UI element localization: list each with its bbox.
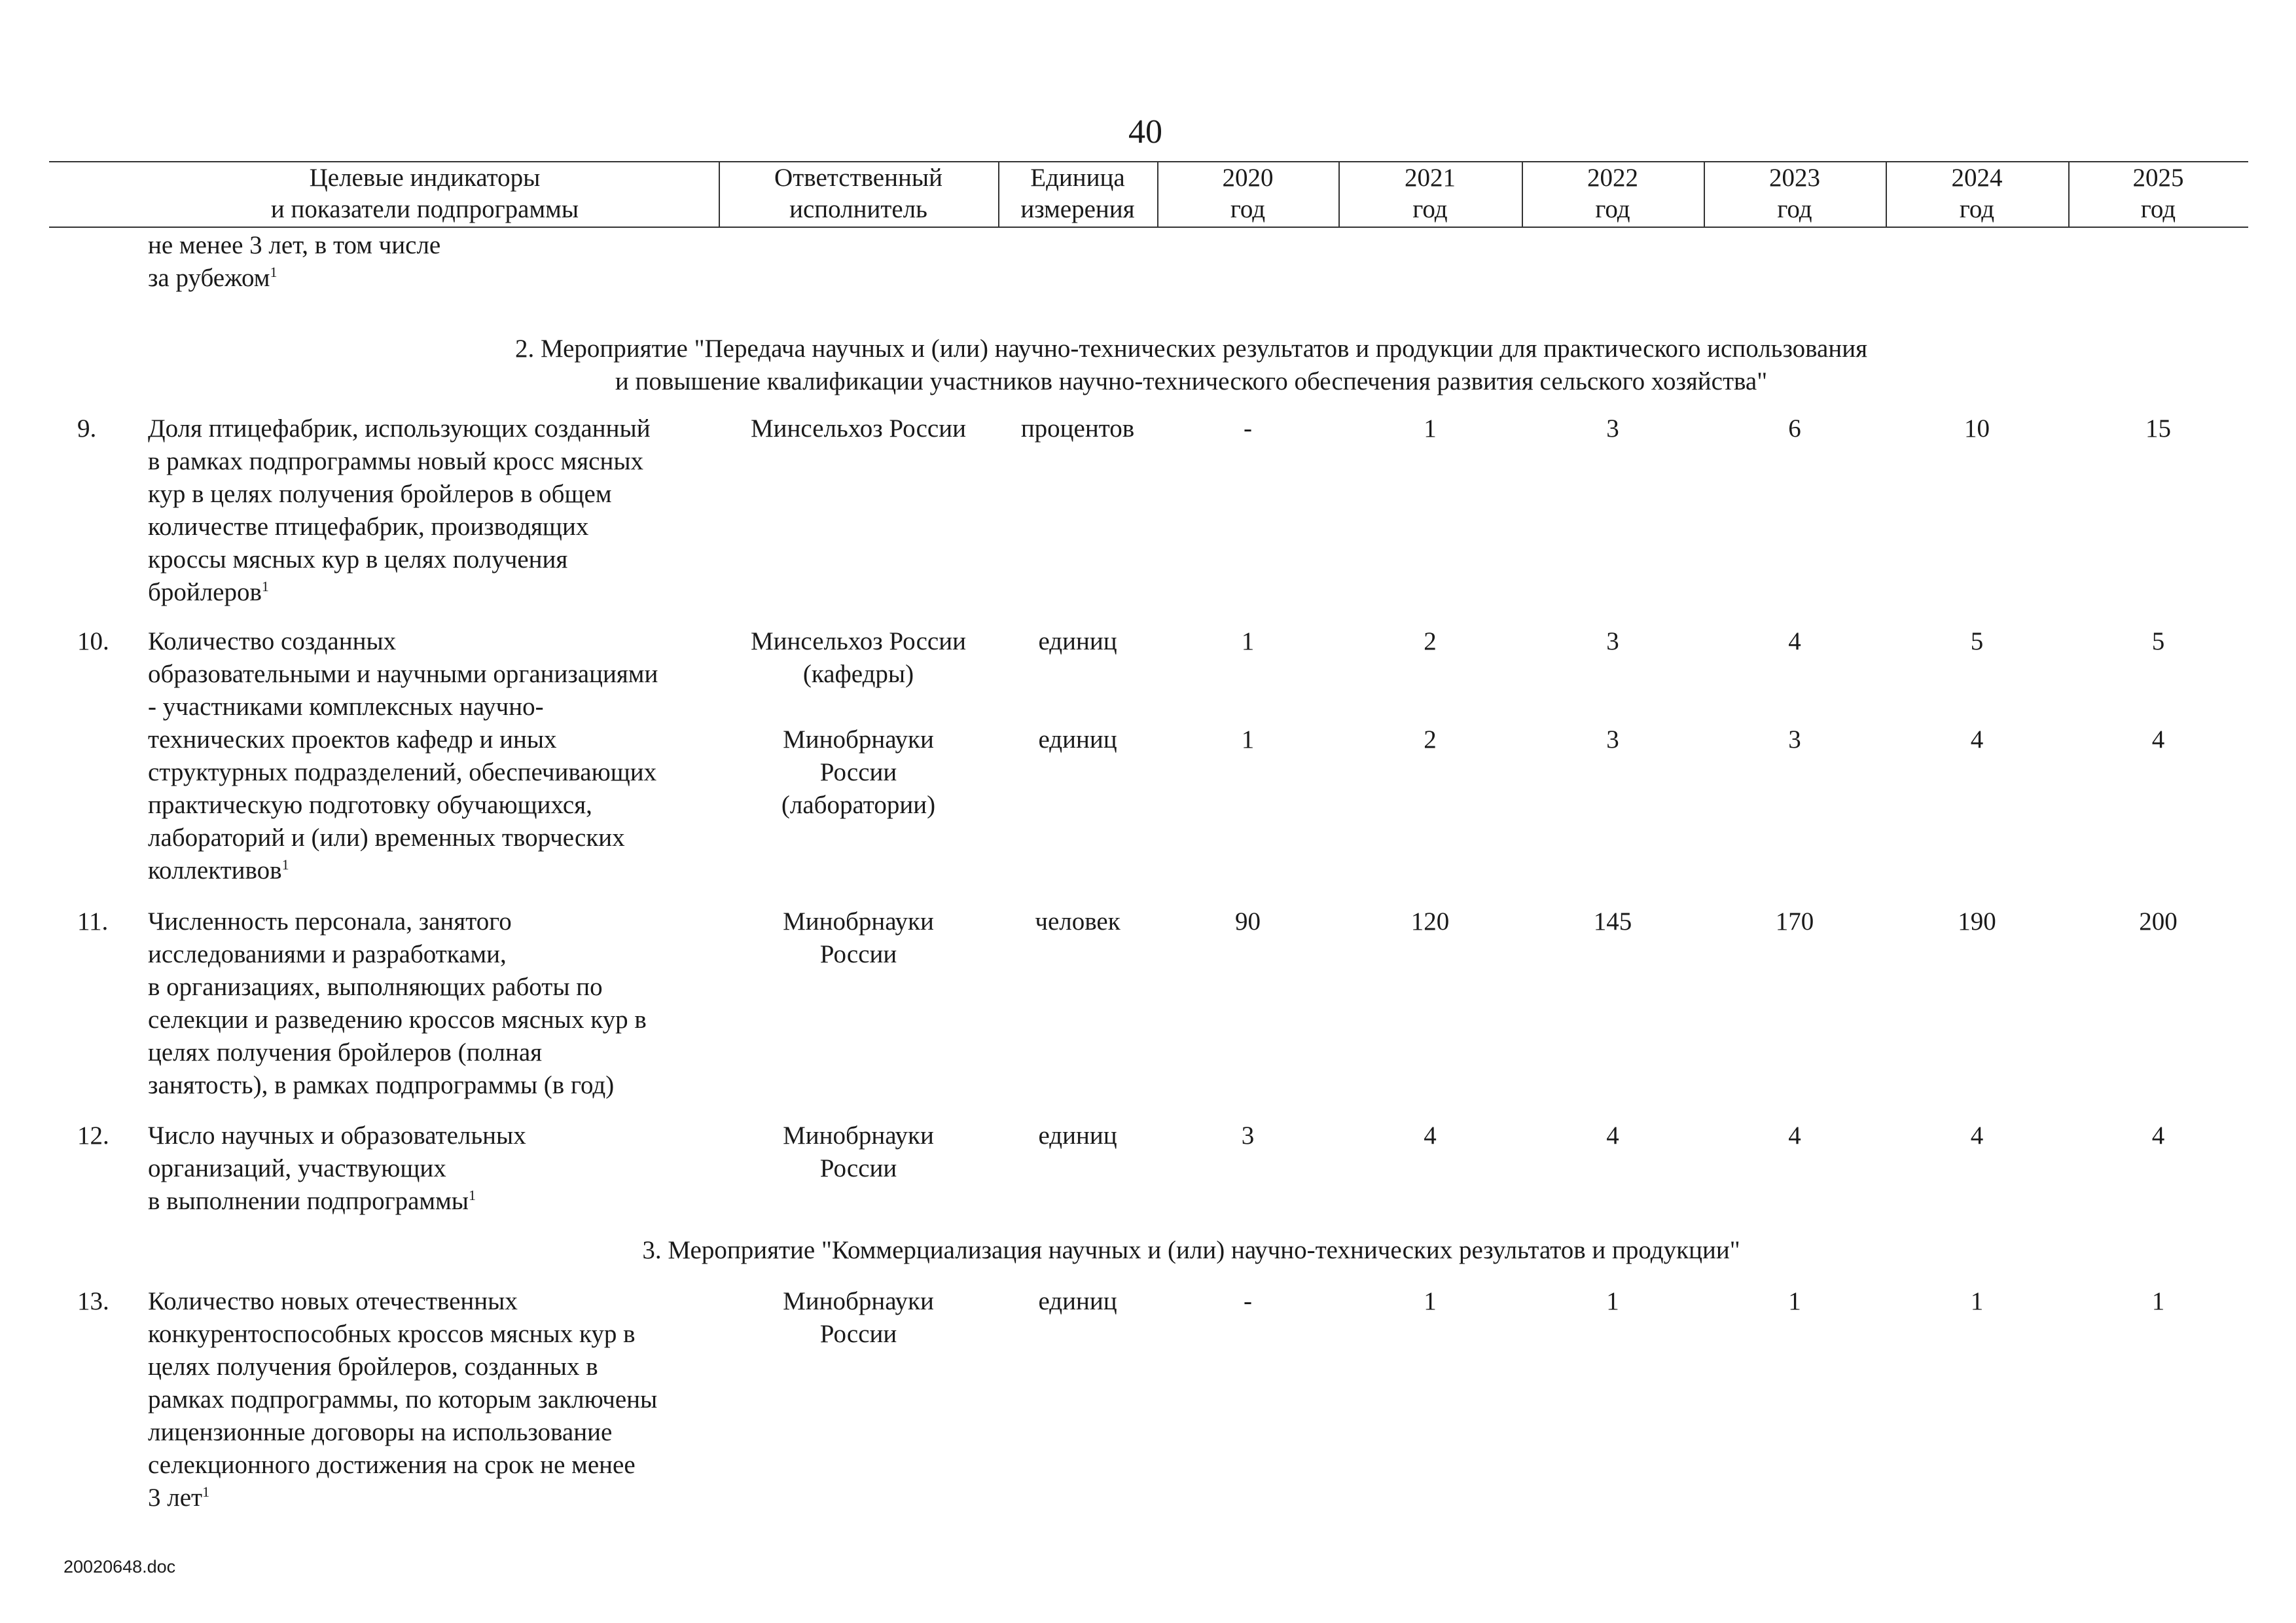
row-number: 10.: [77, 627, 109, 655]
footnote-mark: 1: [270, 264, 278, 280]
value-2022: 3: [1606, 725, 1619, 754]
responsible-cell: Минобрнауки России: [783, 1122, 934, 1182]
header-responsible: Ответственный исполнитель: [774, 164, 942, 223]
value-2024: 5: [1970, 627, 1984, 655]
header-year-2021: 2021 год: [1405, 164, 1456, 223]
unit-cell: единиц: [1038, 627, 1117, 655]
header-unit: Единица измерения: [1020, 164, 1135, 223]
section-3-heading: 3. Мероприятие "Коммерциализация научных и (или) научно-технических результатов и продукции": [642, 1236, 1740, 1264]
footnote-mark: 1: [202, 1484, 210, 1500]
header-year-2024: 2024 год: [1951, 164, 2003, 223]
value-2022: 3: [1606, 414, 1619, 443]
value-2025: 200: [2139, 907, 2178, 936]
value-2024: 190: [1958, 907, 1996, 936]
header-year-2020: 2020 год: [1222, 164, 1274, 223]
unit-cell: человек: [1035, 907, 1121, 936]
row-number: 9.: [77, 414, 97, 443]
value-2020: -: [1244, 414, 1252, 443]
row-number: 11.: [77, 907, 109, 936]
document-filename: 20020648.doc: [63, 1557, 176, 1577]
value-2025: 15: [2145, 414, 2171, 443]
value-2025: 1: [2151, 1287, 2165, 1315]
value-2023: 3: [1788, 725, 1801, 754]
indicator-text: Доля птицефабрик, использующих созданный в рамках подпрограммы новый кросс мясных кур в целях получения бройлеров в общем количестве птицефабрик, производящих кроссы мясных кур в целях получения бройлеров$^1$: [148, 414, 651, 606]
unit-cell: единиц: [1038, 1122, 1117, 1150]
value-2024: 1: [1970, 1287, 1984, 1315]
value-2020: -: [1244, 1287, 1252, 1315]
footnote-mark: 1: [261, 578, 269, 594]
header-year-2023: 2023 год: [1769, 164, 1820, 223]
unit-cell: процентов: [1020, 414, 1135, 443]
value-2025: 4: [2151, 1122, 2165, 1150]
indicator-text: Число научных и образовательных организаций, участвующих в выполнении подпрограммы$^1$: [148, 1122, 526, 1215]
value-2020: 1: [1241, 725, 1255, 754]
row-number: 13.: [77, 1287, 109, 1315]
responsible-cell: Минобрнауки России: [783, 1287, 934, 1348]
indicator-text: Количество новых отечественных конкурентоспособных кроссов мясных кур в целях получения бройлеров, созданных в рамках подпрограммы, по которым заключены лицензионные договоры на использование селекционного достижения на срок не менее 3 лет$^1$: [148, 1287, 658, 1512]
value-2022: 4: [1606, 1122, 1619, 1150]
value-2021: 2: [1424, 627, 1437, 655]
indicator-text: Количество созданных образовательными и научными организациями - участниками комплексных научно- технических проектов кафедр и иных структурных подразделений, обеспечивающих практическую подготовку обучающихся, лабораторий и (или) временных творческих коллективов$^1$: [148, 627, 658, 884]
value-2020: 1: [1241, 627, 1255, 655]
value-2023: 1: [1788, 1287, 1801, 1315]
value-2020: 3: [1241, 1122, 1255, 1150]
responsible-cell: Минсельхоз России: [751, 414, 966, 443]
header-year-2022: 2022 год: [1587, 164, 1638, 223]
responsible-cell: Минобрнауки России (лаборатории): [781, 725, 936, 819]
value-2022: 3: [1606, 627, 1619, 655]
value-2025: 4: [2151, 725, 2165, 754]
value-2021: 4: [1424, 1122, 1437, 1150]
footnote-mark: 1: [281, 856, 289, 873]
section-2-heading: 2. Мероприятие "Передача научных и (или) научно-технических результатов и продукции для практического использования и повышение квалификации участников научно-технического обеспечения развития сельского хозяйства": [514, 335, 1868, 395]
value-2021: 2: [1424, 725, 1437, 754]
continuation-text: не менее 3 лет, в том числе за рубежом$^1$: [148, 231, 441, 292]
value-2024: 4: [1970, 1122, 1984, 1150]
value-2023: 170: [1775, 907, 1814, 936]
responsible-cell: Минобрнауки России: [783, 907, 934, 968]
value-2021: 1: [1424, 1287, 1437, 1315]
value-2021: 1: [1424, 414, 1437, 443]
footnote-mark: 1: [468, 1187, 476, 1203]
responsible-cell: Минсельхоз России (кафедры): [751, 627, 966, 688]
value-2021: 120: [1410, 907, 1450, 936]
header-year-2025: 2025 год: [2132, 164, 2184, 223]
header-bottom-rule: [49, 227, 2248, 228]
value-2023: 4: [1788, 627, 1801, 655]
value-2022: 1: [1606, 1287, 1619, 1315]
value-2022: 145: [1593, 907, 1632, 936]
value-2023: 6: [1788, 414, 1801, 443]
value-2024: 4: [1970, 725, 1984, 754]
value-2020: 90: [1235, 907, 1261, 936]
header-indicator: Целевые индикаторы и показатели подпрограммы: [270, 164, 579, 223]
unit-cell: единиц: [1038, 725, 1117, 754]
value-2024: 10: [1964, 414, 1990, 443]
page-number: 40: [1128, 113, 1162, 151]
value-2025: 5: [2151, 627, 2165, 655]
unit-cell: единиц: [1038, 1287, 1117, 1315]
row-number: 12.: [77, 1122, 109, 1150]
value-2023: 4: [1788, 1122, 1801, 1150]
indicator-text: Численность персонала, занятого исследованиями и разработками, в организациях, выполняющих работы по селекции и разведению кроссов мясных кур в целях получения бройлеров (полная занятость), в рамках подпрограммы (в год): [148, 907, 647, 1099]
